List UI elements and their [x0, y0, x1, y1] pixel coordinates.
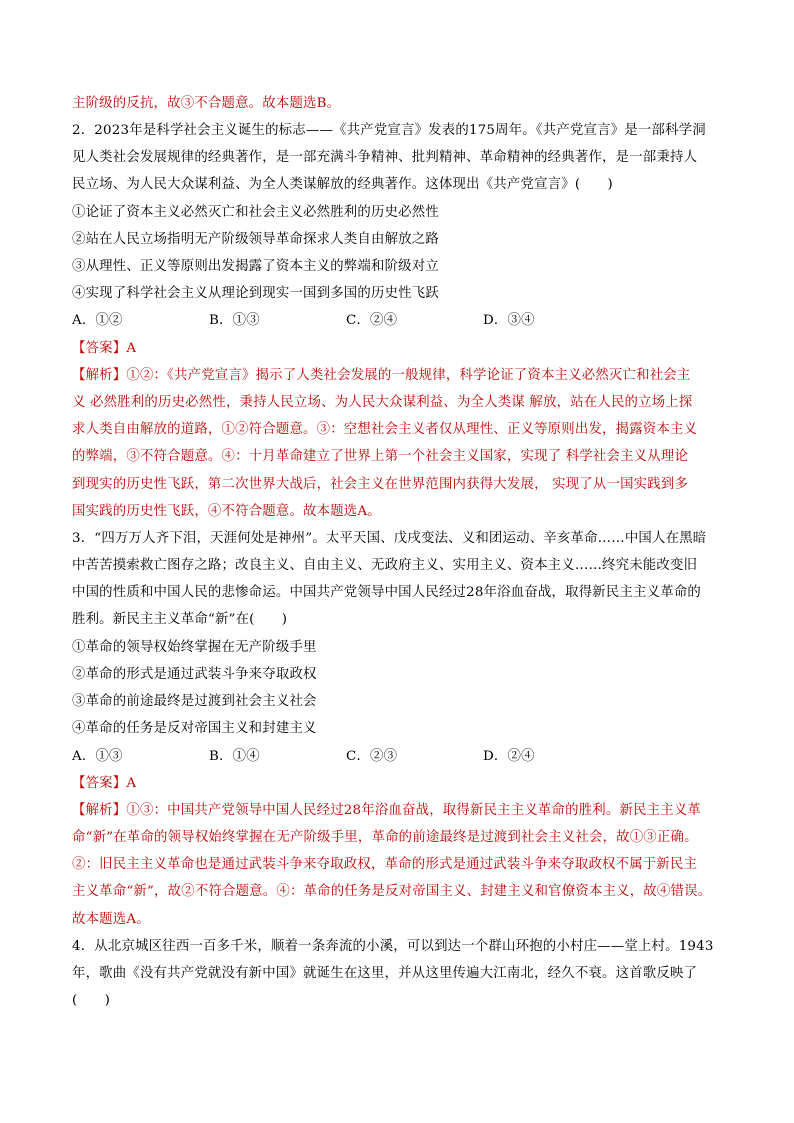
q3-option-a: A．①③	[72, 749, 123, 764]
q2-option-d: D．③④	[483, 313, 535, 328]
text-line: ( )	[72, 993, 111, 1008]
text-line: 国实践的历史性飞跃，④不符合题意。故本题选A。	[72, 504, 381, 519]
text-line: 命“新”在革命的领导权始终掌握在无产阶级手里，革命的前途最终是过渡到社会主义社会，故①③正确。	[72, 830, 698, 845]
text-line: ③从理性、正义等原则出发揭露了资本主义的弊端和阶级对立	[72, 259, 439, 274]
text-line: ①论证了资本主义必然灭亡和社会主义必然胜利的历史必然性	[72, 205, 439, 220]
text-line: ④革命的任务是反对帝国主义和封建主义	[72, 721, 317, 736]
text-line: 【答案】A	[72, 341, 137, 356]
text-line: 2．2023年是科学社会主义诞生的标志——《共产党宣言》发表的175周年。《共产党宣言》是一部科学洞	[72, 123, 706, 138]
text-line: 中苦苦摸索救亡图存之路；改良主义、自由主义、无政府主义、实用主义、资本主义……终究未能改变旧	[72, 558, 698, 573]
q2-option-a: A．①②	[72, 313, 123, 328]
text-line: 义 必然胜利的历史必然性，秉持人民立场、为人民大众谋利益、为全人类谋 解放，站在人民的立场上探	[72, 395, 693, 410]
q3-option-b: B．①④	[209, 749, 260, 764]
text-line: 求人类自由解放的道路，①②符合题意。③：空想社会主义者仅从理性、正义等原则出发，揭露资本主义	[72, 422, 698, 437]
text-line: 主阶级的反抗，故③不合题意。故本题选B。	[72, 96, 341, 111]
text-line: ④实现了科学社会主义从理论到现实一国到多国的历史性飞跃	[72, 286, 439, 301]
q3-option-d: D．②④	[483, 749, 535, 764]
text-line: 到现实的历史性飞跃，第二次世界大战后，社会主义在世界范围内获得大发展， 实现了从一国实践到多	[72, 477, 689, 492]
text-line: 主义革命“新”，故②不符合题意。④：革命的任务是反对帝国主义、封建主义和官僚资本主义，故④错误。	[72, 884, 712, 899]
q2-option-c: C．②④	[346, 313, 398, 328]
text-line: 4．从北京城区往西一百多千米，顺着一条奔流的小溪，可以到达一个群山环抱的小村庄——堂上村。1943	[72, 939, 714, 954]
q2-option-b: B．①③	[209, 313, 260, 328]
text-line: ②革命的形式是通过武装斗争来夺取政权	[72, 667, 317, 682]
text-line: 【解析】①③：中国共产党领导中国人民经过28年浴血奋战，取得新民主主义革命的胜利。新民主主义革	[72, 803, 702, 818]
text-line: 年，歌曲《没有共产党就没有新中国》就诞生在这里，并从这里传遍大江南北，经久不衰。这首歌反映了	[72, 966, 698, 981]
text-line: 见人类社会发展规律的经典著作，是一部充满斗争精神、批判精神、革命精神的经典著作，是一部秉持人	[72, 150, 698, 165]
text-line: ①革命的领导权始终掌握在无产阶级手里	[72, 640, 317, 655]
text-line: 中国的性质和中国人民的悲惨命运。中国共产党领导中国人民经过28年浴血奋战，取得新民主主义革命的	[72, 585, 702, 600]
text-line: 胜利。新民主主义革命“新”在( )	[72, 612, 288, 627]
text-line: 3．“四万万人齐下泪，天涯何处是神州”。太平天国、戊戌变法、义和团运动、辛亥革命……中国人在黑暗	[72, 531, 707, 546]
q3-option-c: C．②③	[346, 749, 398, 764]
text-line: 故本题选A。	[72, 912, 150, 927]
text-line: 【解析】①②：《共产党宣言》揭示了人类社会发展的一般规律，科学论证了资本主义必然灭亡和社会主	[72, 368, 691, 383]
text-line: 【答案】A	[72, 776, 137, 791]
text-line: ③革命的前途最终是过渡到社会主义社会	[72, 694, 317, 709]
text-line: ②：旧民主主义革命也是通过武装斗争来夺取政权，革命的形式是通过武装斗争来夺取政权不属于新民主	[72, 857, 698, 872]
text-line: 的弊端，③不符合题意。④：十月革命建立了世界上第一个社会主义国家，实现了 科学社会主义从理论	[72, 449, 689, 464]
text-line: 民立场、为人民大众谋利益、为全人类谋解放的经典著作。这体现出《共产党宣言》( )	[72, 177, 613, 192]
text-line: ②站在人民立场指明无产阶级领导革命探求人类自由解放之路	[72, 232, 439, 247]
